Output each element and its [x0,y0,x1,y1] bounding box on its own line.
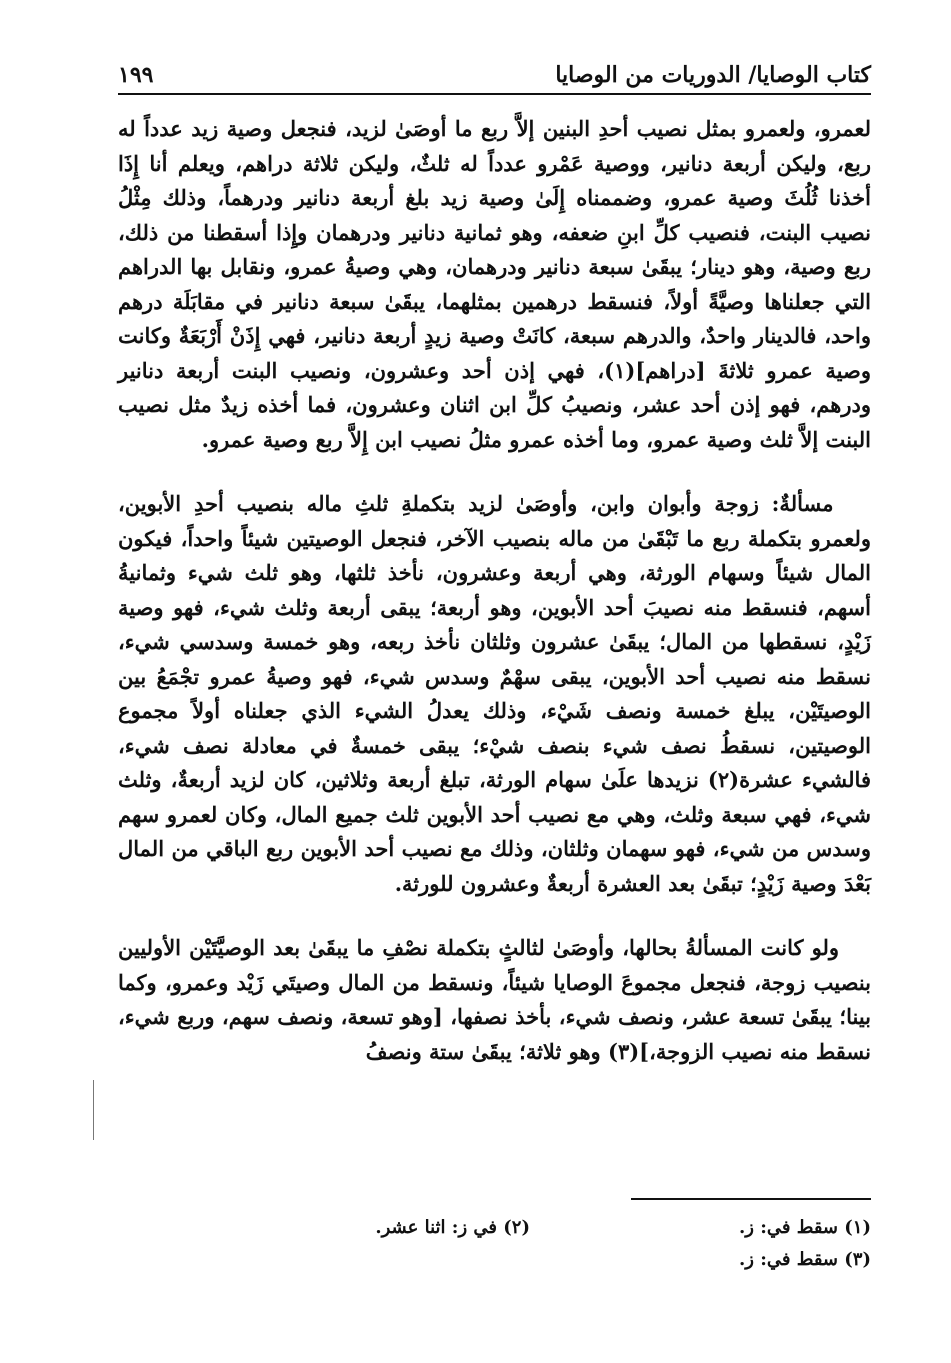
paragraph-gap [118,901,871,931]
text-line: أخذه زيدٌ مثل نصيب البنت إلاَّ ثلث وصية عمرو، وما أخذه عمرو مثلُ نصيب ابن إِلاَّ [118,392,871,452]
text-line: ونصف سهم، وربع شيء، نسقط منه نصيب الزوجة،](٣) وهو ثلاثة؛ يبقَىٰ ستة ونصفُ [118,1004,871,1064]
page-header [118,52,871,88]
text-line: ولو كانت المسألةُ بحالها، وأوصَىٰ لثالثٍ بتكملة نصْفِ ما يبقَىٰ بعد الوصيَّتَيْن [181,935,839,960]
text-line: وثمانيةُ أسهم، فنسقط منه نصيبَ أحد الأبوين، وهو أربعة؛ يبقى أربعة وثلث شيء، [118,560,871,620]
footnote-row [300,1212,871,1244]
text-line: وسدسي شيء، نسقط منه نصيب أحد الأبوين، يبقى سهْمٌ وسدس شيء، فهو وصيةُ [118,629,871,689]
footnote-2: (٢) في ز: اثنا عشر. [375,1217,530,1238]
body-text [118,112,871,1069]
text-line: شيء، فالشيء عشرة(٢) نزيدها علَىٰ سهام الورثة، تبلغ أربعة وثلاثين، كان لزيد أربعةٌ، [118,732,871,792]
text-line: ربع وصية عمرو. [201,426,343,452]
page-number: ١٩٩ [118,62,154,88]
text-line: فهو وصية زَيْدٍ، نسقطها من المال؛ يبقَىٰ عشرون وثلثان نأخذ ربعه، وهو خمسة [118,594,872,654]
text-line: مقابَلَة درهم واحد، فالدينار واحدٌ، والدرهم سبعة، كانَتْ وصية زيدٍ أربعة دنانير، فهي [118,288,871,348]
margin-mark [93,1080,94,1140]
text-line: فيكون المال شيئاً وسهام الورثة، وهي أربعة وعشرون، نأخذ ثلثها، وهو ثلث شيء [118,525,871,585]
paragraph-3 [118,931,871,1069]
text-line: إِذَنْ أَرْبَعَةٌ وكانت وصية عمرو ثلاثةَ [دراهم](١)، فهي إذن أحد وعشرون، ونصيب [118,323,871,383]
footnote-rule [631,1198,871,1200]
paragraph-2 [118,487,871,901]
text-line: الباقي من المال بَعْدَ وصية زَيْدٍ؛ تبقَىٰ بعد العشرة أربعةٌ وعشرون للورثة. [118,836,871,896]
footnote-row [300,1244,871,1276]
text-line: لعمرو سهم وسدس من شيء، فهو سهمان وثلثان، وذلك مع نصيب أحد الأبوين ربع [118,801,871,861]
text-line: لعمرو، ولعمرو بمثل نصيب أحدِ البنين إلاَّ ربع ما أوصَىٰ لزيد، فنجعل وصية زيد عدداً [135,116,871,141]
text-line: له ربع، وليكن أربعة دنانير، ووصية عَمْرو عدداً له ثلثٌ، وليكن ثلاثة دراهم، ويعلم أنا [118,116,871,176]
footnote-3: (٣) سقط في: ز. [738,1249,871,1270]
text-line: مسألةٌ: زوجة وأبوان وابن، وأوصَىٰ لزيد بتكملةِ ثلثِ ماله بنصيب أحدِ الأبوين، [118,491,834,516]
running-title: كتاب الوصايا/ الدوريات من الوصايا [555,62,871,88]
text-line: بها الدراهم التي جعلناها وصيَّةً أولاً، فنسقط درهمين بمثلهما، يبقَىٰ سبعة دنانير في [118,254,871,314]
text-line: البنت أربعة دنانير ودرهم، فهو إذن أحد عشر، ونصيبُ كلِّ ابن اثنان وعشرون، فما [118,357,871,417]
footnote-1: (١) سقط في: ز. [738,1217,871,1238]
footnotes [300,1212,871,1276]
text-line: وعمرو، وكما بينا؛ يبقَىٰ تسعة عشر، ونصف شيء، بأخذ نصفها، [وهو تسعة، [118,969,871,1029]
text-line: عمرو تجْمَعُ بين الوصيتَيْن، يبلغ خمسة ونصف شَيْء، وذلك يعدلُ الشيء الذي جعلناه [118,663,871,723]
text-line: مِثْلُ نصيب البنت، فنصيب كلِّ ابنِ ضعفه، وهو ثمانية دنانير ودرهمان وإِذا أسقطنا من [118,185,871,245]
text-line: وثلث شيء، فهي سبعة وثلث، وهي مع نصيب أحد الأبوين ثلث جميع المال، وكان [118,767,872,827]
text-line: إِذَا أخذنا ثُلُثَ وصية عمرو، وضممناه إِلَىٰ وصية زيد بلغ أربعة دنانير ودرهماً، وذلك [118,150,871,210]
text-line: الأوليين بنصيب زوجة، فنجعل مجموعَ الوصايا شيئاً، ونسقط من المال وصيتَي زَيْد [118,935,871,995]
paragraph-1 [118,112,871,457]
text-line: ولعمرو بتكملة ربع ما تَبْقَىٰ من ماله بنصيب الآخر، فنجعل الوصيتين شيئاً واحداً، [172,525,871,551]
text-line: أولاً مجموع الوصيتين، نسقطُ نصف شيء بنصف شيْء؛ يبقى خمسةٌ في معادلة نصف [118,698,871,758]
paragraph-gap [118,457,871,487]
header-rule [118,93,871,95]
text-line: ذلك، ربع وصية، وهو دينار؛ يبقَىٰ سبعة دنانير ودرهمان، وهي وصيةُ عمرو، ونقابل [118,219,871,279]
